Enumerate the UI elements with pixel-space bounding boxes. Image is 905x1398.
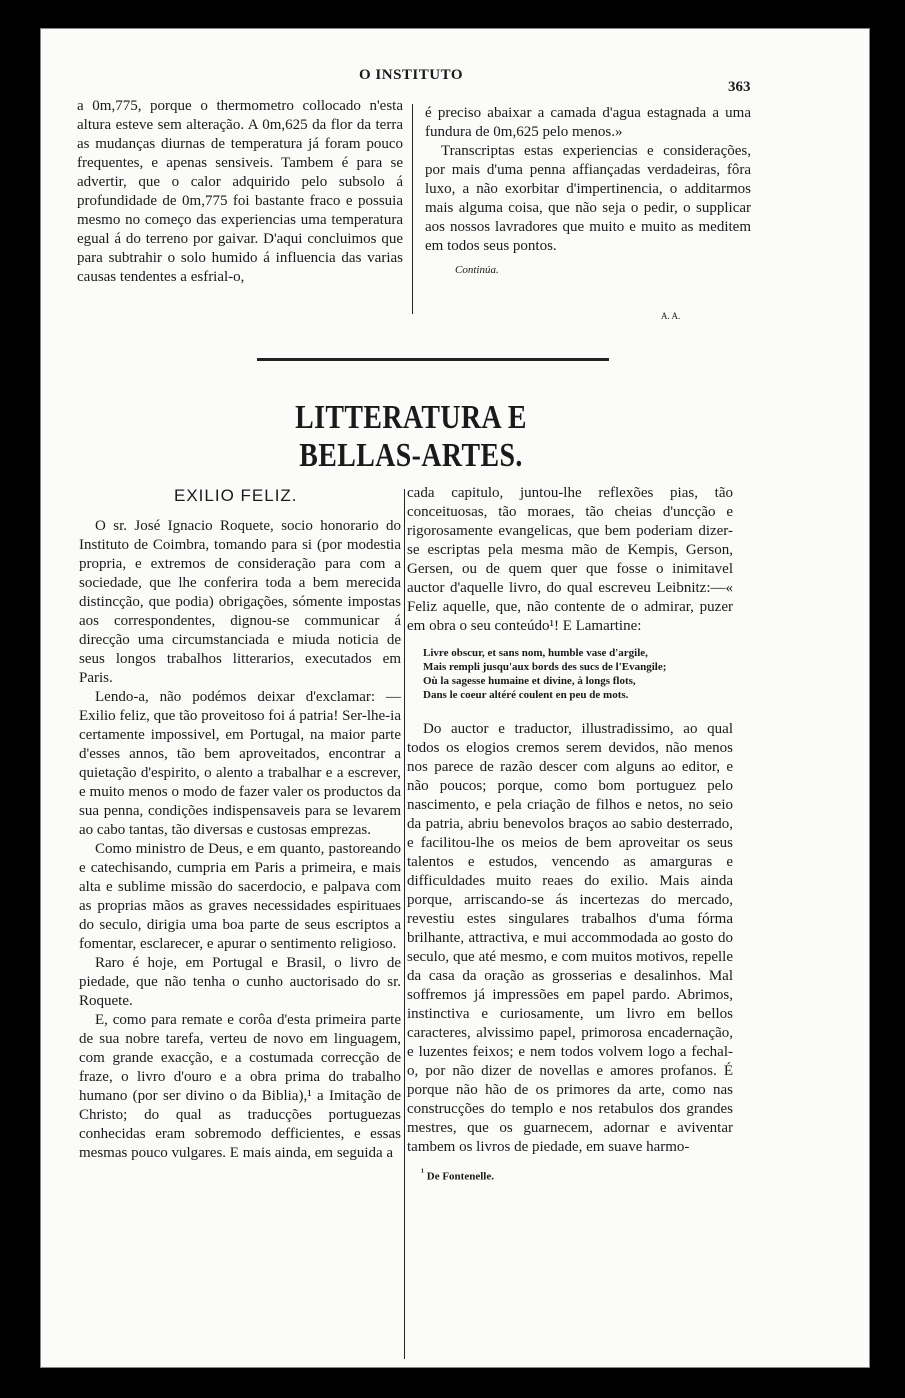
article-title: EXILIO FELIZ. [174, 486, 298, 505]
poem-line: Où la sagesse humaine et divine, à longs flots, [423, 675, 636, 687]
paragraph: cada capitulo, juntou-lhe reflexões pias, tão conceituosas, tão moraes, tão cheias d'uncção e rigorosamente evangelicas, que bem poderiam dizer-se escriptas pela mesma mão de Kempis, Gerson, Gersen, ou de quem quer que fosse o inimitavel auctor d'aquelle livro, do qual escreveu Leibnitz:—« Feliz aquelle, que, não contente de o admirar, puzer em obra o seu conteúdo¹! E Lamartine: [407, 485, 733, 634]
paragraph: Transcriptas estas experiencias e considerações, por mais d'uma penna affiançadas verdadeiras, fôra luxo, a não exorbitar d'impertinencia, o additarmos mais alguma coisa, que não seja o pedir, o supplicar aos nossos lavradores que muito e muito as meditem em todos seus pontos. [425, 143, 751, 254]
section-separator [257, 358, 609, 361]
footnote-mark: ¹ [421, 1167, 424, 1178]
poem-line: Livre obscur, et sans nom, humble vase d'argile, [423, 647, 648, 659]
section-title: LITTERATURA E BELLAS-ARTES. [295, 399, 527, 474]
paragraph: Como ministro de Deus, e em quanto, pastoreando e catechisando, cumpria em Paris a primeira, e mais alta e sublime missão do sacerdocio, e palpava com as proprias mãos as graves necessidades espirituaes do seculo, dirigia uma boa parte de seus escriptos a fomentar, esclarecer, e apurar o sentimento religioso. [79, 841, 401, 952]
poem-line: Mais rempli jusqu'aux bords des sucs de l'Evangile; [423, 661, 667, 673]
poem-line: Dans le coeur altéré coulent en peu de mots. [423, 689, 629, 701]
paragraph: E, como para remate e corôa d'esta primeira parte de sua nobre tarefa, verteu de novo em linguagem, com grande exacção, e a costumada correcção de fraze, o livro d'ouro e a obra prima do trabalho humano (por ser divino o da Biblia),¹ a Imitação de Christo; do qual as traducções portuguezas conhecidas eram sobremodo defficientes, e essas mesmas pouco vulgares. E mais ainda, em seguida a [79, 1012, 401, 1161]
footnote-text: De Fontenelle. [426, 1170, 494, 1183]
paragraph: a 0m,775, porque o thermometro collocado n'esta altura esteve sem alteração. A 0m,625 da flor da terra as mudanças diurnas de temperatura já foram pouco frequentes, e apenas sensiveis. Tambem é para se advertir, que o calor adquirido pelo subsolo á profundidade de 0m,775 foi bastante fraco e possuia mesmo no começo das experiencias uma temperatura egual á do terreno por gaivar. D'aqui concluimos que para subtrahir o solo humido á influencia das varias causas tendentes a esfrial-o, [77, 98, 403, 285]
footnote [421, 1163, 733, 1187]
column-divider [412, 104, 413, 314]
author-signature: A. A. [661, 311, 681, 321]
paragraph: Lendo-a, não podémos deixar d'exclamar: —Exilio feliz, que tão proveitoso foi á patria! Ser-lhe-ia certamente impossivel, em Portugal, na maior parte d'esses annos, tão bem aproveitados, encontrar a quietação d'espirito, o alento a trabalhar e a escrever, e muito menos o modo de fazer valer os productos da sua penna, condições indispensaveis para se levarem ao cabo tantas, tão diversas e custosas emprezas. [79, 689, 401, 838]
column-divider [404, 489, 405, 1359]
article-left-column [79, 517, 401, 1163]
page-number: 363 [728, 79, 751, 95]
top-right-column [425, 104, 751, 280]
top-left-column [77, 97, 403, 287]
poem-quote [423, 646, 733, 702]
article-right-column [407, 484, 733, 1187]
paragraph: Raro é hoje, em Portugal e Brasil, o livro de piedade, que não tenha o cunho auctorisado do sr. Roquete. [79, 955, 401, 1009]
journal-title: O INSTITUTO [359, 67, 464, 83]
newspaper-page [40, 28, 870, 1368]
paragraph: O sr. José Ignacio Roquete, socio honorario do Instituto de Coimbra, tomando para si (por modestia propria, e extremos de consideração para com a sociedade, que lhe conferira toda a bem merecida distincção, que podia) obrigações, sómente impostas aos correspondentes, dignou-se communicar á direcção uma circumstanciada e miuda noticia de seus longos trabalhos litterarios, executados em Paris. [79, 518, 401, 686]
paragraph: é preciso abaixar a camada d'agua estagnada a uma fundura de 0m,625 pelo menos.» [425, 105, 751, 140]
continua-note: Continúa. [455, 264, 499, 276]
paragraph: Do auctor e traductor, illustradissimo, ao qual todos os elogios cremos serem devidos, não menos nos parece de razão descer com alguns ao editor, e não poucos; porque, como bom portuguez pelo nascimento, e pela criação de filhos e netos, no seio da patria, abriu benevolos braços ao sabio desterrado, e facilitou-lhe os meios de bem aproveitar os seus talentos e estudos, vencendo as amarguras e difficuldades muito reaes do exilio. Mais ainda porque, arriscando-se ás incertezas do mercado, revestiu estes singulares trabalhos d'uma fórma brilhante, attractiva, e mui accommodada ao gosto do seculo, que até mesmo, e com muitos motivos, repelle da casa da oração as grosserias e desalinhos. Mal soffremos já impressões em papel pardo. Abrimos, instinctiva e curiosamente, um livro em bellos caracteres, alvissimo papel, primorosa encadernação, e luzentes feixos; e nem todos volvem logo a fechal-o, por não dizer de novellas e amores profanos. É porque não hão de os primores da arte, como nas construcções do templo e nos retabulos dos grandes mestres, que os guarnecem, adornar e aviventar tambem os livros de piedade, em suave harmo- [407, 721, 733, 1155]
